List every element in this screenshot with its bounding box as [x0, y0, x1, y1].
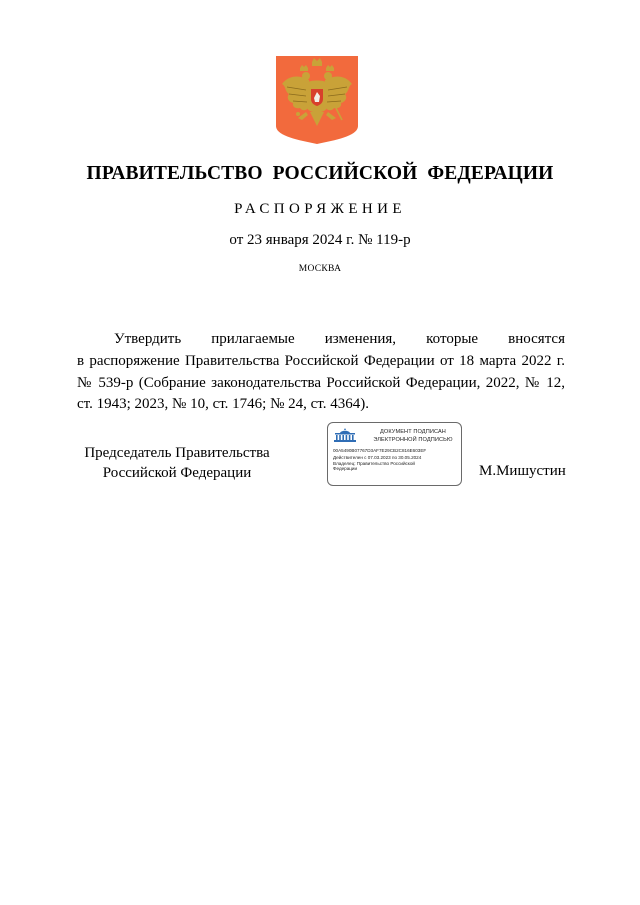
document-date-number: от 23 января 2024 г. № 119-р — [229, 232, 411, 248]
certificate-validity: Действителен с 07.03.2023 по 30.05.2024 — [333, 455, 422, 461]
signatory-position-line: Российской Федерации — [102, 465, 252, 481]
certificate-serial: 00A5490B07767D3AF7E29CB2C816E603EF — [333, 448, 427, 453]
document-city: МОСКВА — [298, 264, 342, 274]
coat-of-arms-emblem — [276, 56, 358, 144]
electronic-signature-stamp — [327, 422, 462, 486]
government-building-icon — [333, 428, 357, 442]
signatory-position — [71, 443, 283, 483]
government-title: ПРАВИТЕЛЬСТВО РОССИЙСКОЙ ФЕДЕРАЦИИ — [86, 163, 554, 184]
certificate-owner: Федерации — [333, 466, 358, 472]
document-type: РАСПОРЯЖЕНИЕ — [234, 201, 406, 217]
stamp-heading-line: ДОКУМЕНТ ПОДПИСАН — [380, 429, 446, 435]
order-text — [77, 329, 565, 416]
stamp-details — [333, 448, 426, 472]
certificate-owner: Владелец: Правительство Российской — [333, 460, 415, 466]
signatory-name: М.Мишустин — [479, 463, 566, 479]
order-text-line: ст. 1943; 2023, № 10, ст. 1746; № 24, ст. 4364). — [77, 396, 369, 413]
order-text-line: Утвердить прилагаемые изменения, которые вносятся — [114, 331, 565, 347]
stamp-heading-line: ЭЛЕКТРОННОЙ ПОДПИСЬЮ — [373, 437, 453, 443]
order-text-line: № 539-р (Собрание законодательства Российской Федерации, 2022, № 12, — [77, 374, 565, 391]
signatory-position-line: Председатель Правительства — [84, 445, 270, 461]
stamp-heading — [366, 428, 460, 444]
russian-coat-of-arms-icon — [276, 56, 358, 144]
order-text-line: в распоряжение Правительства Российской Федерации от 18 марта 2022 г. — [77, 352, 565, 369]
